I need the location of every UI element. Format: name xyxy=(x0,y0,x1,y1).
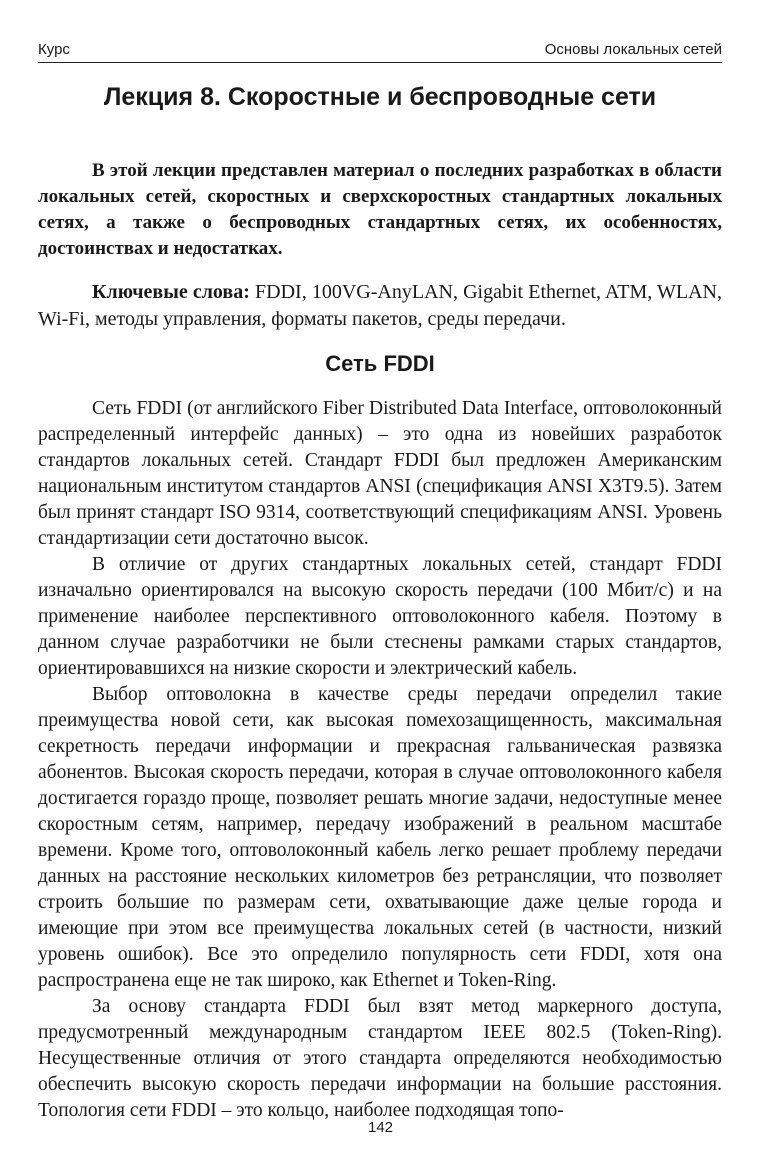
paragraph: Выбор оптоволокна в качестве среды передачи определил такие преимущества новой сети, как высокая помехозащищенность, максимальная секретность передачи информации и прекрасная гальваническая развязка абонентов. Высокая скорость передачи, которая в случае оптоволоконного кабеля достигается гораздо проще, позволяет решать многие задачи, недоступные менее скоростным сетям, например, передачу изображений в реальном масштабе времени. Кроме того, оптоволоконный кабель легко решает проблему передачи данных на расстояние нескольких километров без ретрансляции, что позволяет строить большие по размерам сети, охватывающие даже целые города и имеющие при этом все преимущества локальных сетей (в частности, низкий уровень ошибок). Все это определило популярность сети FDDI, хотя она распространена еще не так широко, как Ethernet и Token-Ring. xyxy=(38,684,722,991)
section-heading: Сеть FDDI xyxy=(325,351,435,376)
lecture-title: Лекция 8. Скоростные и беспроводные сети xyxy=(103,83,657,111)
body-text xyxy=(38,396,722,1124)
paragraph: В отличие от других стандартных локальных сетей, стандарт FDDI изначально ориентировался на высокую скорость передачи (100 Мбит/с) и на применение наиболее перспективного оптоволоконного кабеля. Поэтому в данном случае разработчики не были стеснены рамками старых стандартов, ориентировавшихся на низкие скорости и электрический кабель. xyxy=(38,554,722,679)
page-number: 142 xyxy=(367,1119,394,1136)
keywords-paragraph xyxy=(38,279,722,333)
keywords-label: Ключевые слова: xyxy=(92,281,250,303)
paragraph: Сеть FDDI (от английского Fiber Distributed Data Interface, оптоволоконный распределенный интерфейс данных) – это одна из новейших разработок стандартов локальных сетей. Стандарт FDDI был предложен Американским национальным институтом стандартов ANSI (спецификация ANSI X3T9.5). Затем был принят стандарт ISO 9314, соответствующий спецификациям ANSI. Уровень стандартизации сети достаточно высок. xyxy=(38,398,722,549)
keywords-list: FDDI, 100VG-AnyLAN, Gigabit Ethernet, ATM, WLAN, Wi-Fi, методы управления, форматы пакетов, среды передачи. xyxy=(38,281,722,330)
paragraph: За основу стандарта FDDI был взят метод маркерного доступа, предусмотренный международным стандартом IEEE 802.5 (Token-Ring). Несущественные отличия от этого стандарта определяются необходимостью обеспечить высокую скорость передачи информации на большие расстояния. Топология сети FDDI – это кольцо, наиболее подходящая топо- xyxy=(38,996,722,1121)
lecture-abstract: В этой лекции представлен материал о последних разработках в области локальных сетей, скоростных и сверхскоростных стандартных локальных сетях, а также о беспроводных стандартных сетях, их особенностях, достоинствах и недостатках. xyxy=(38,160,722,259)
running-header xyxy=(38,40,722,62)
book-title: Основы локальных сетей xyxy=(544,41,722,58)
header-divider xyxy=(38,62,722,63)
course-label: Курс xyxy=(38,41,70,58)
